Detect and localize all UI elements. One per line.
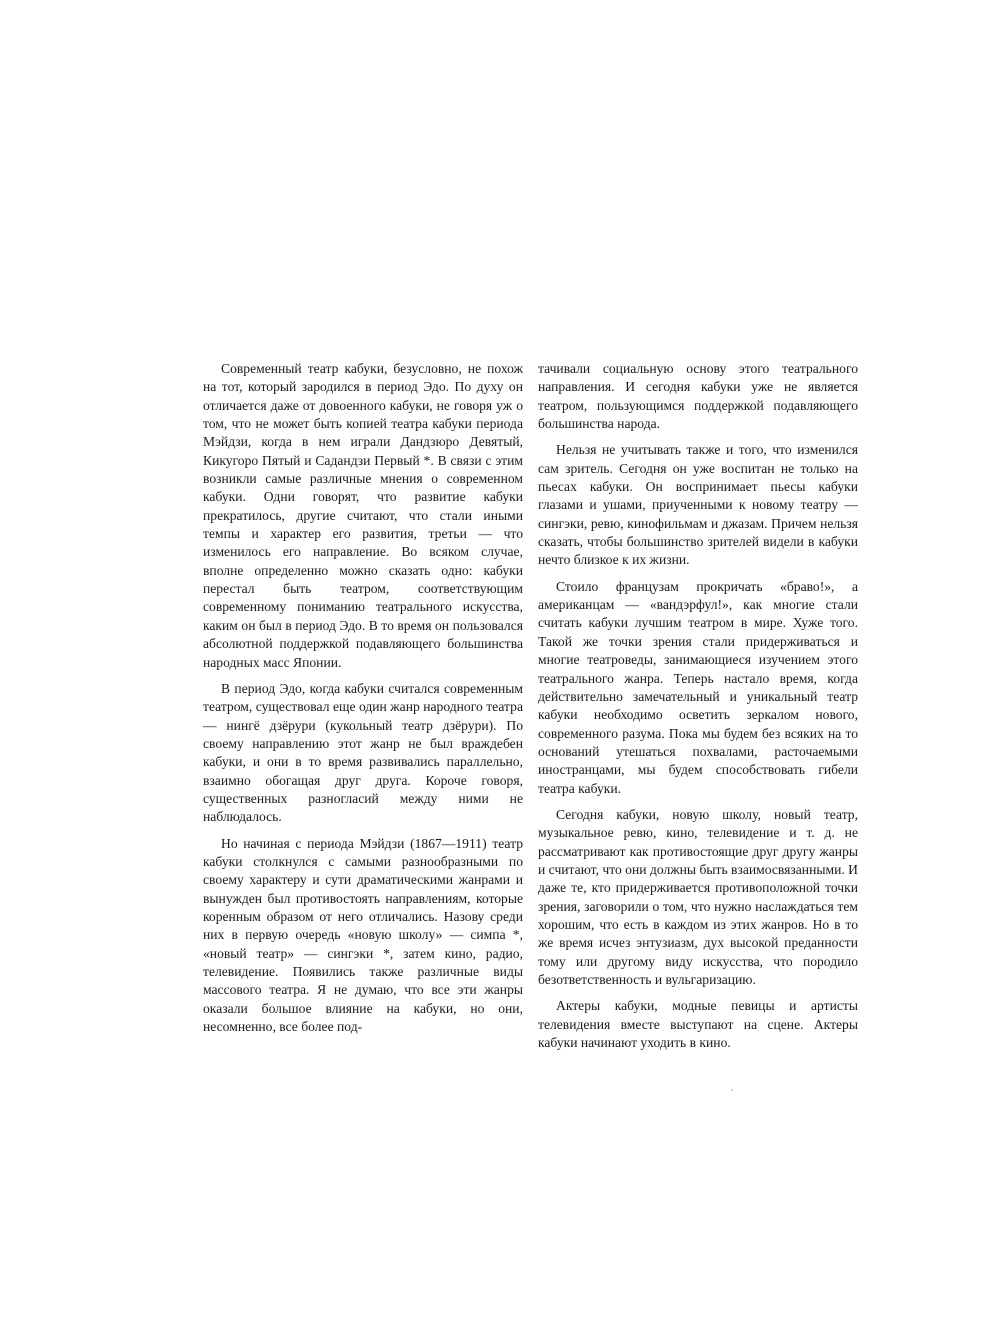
scan-speck (731, 1089, 733, 1091)
paragraph: Актеры кабуки, модные певицы и артисты телевидения вместе выступают на сцене. Актеры кабуки начинают уходить в кино. (538, 998, 858, 1051)
paragraph: Нельзя не учитывать также и того, что изменился сам зритель. Сегодня он уже воспитан не только на пьесах кабуки. Он воспринимает пьесы кабуки глазами и ушами, приученными к новому театру — сингэки, ревю, кинофильмам и джазам. Причем нельзя сказать, чтобы большинство зрителей видели в кабуки нечто близкое к их жизни. (538, 442, 858, 568)
paragraph: Сегодня кабуки, новую школу, новый театр, музыкальное ревю, кино, телевидение и т. д. не рассматривают как противостоящие друг другу жанры и считают, что они должны быть взаимосвязанными. И даже те, кто придерживается противоположной точки зрения, заговорили о том, что нужно наслаждаться тем хорошим, что есть в каждом из этих жанров. Но в то же время исчез энтузиазм, дух высокой преданности тому или другому виду искусства, что породило безответственность и вульгаризацию. (538, 806, 858, 987)
paragraph: Но начиная с периода Мэйдзи (1867—1911) театр кабуки столкнулся с самыми разнообразными по своему характеру и сути драматическими жанрами и вынужден был противостоять направлениям, которые коренным образом от него отличались. Назову среди них в первую очередь «новую школу» — симпа *, «новый театр» — сингэки *, затем кино, радио, телевидение. Появились также различные виды массового театра. Я не думаю, что все эти жанры оказали большое влияние на кабуки, но они, несомненно, все более под- (203, 835, 523, 1035)
paragraph: В период Эдо, когда кабуки считался современным театром, существовал еще один жанр народного театра — нингё дзёрури (кукольный театр дзёрури). По своему направлению этот жанр не был враждебен кабуки, и они в то время развивались параллельно, взаимно обогащая друг друга. Короче говоря, существенных разногласий между ними не наблюдалось. (203, 680, 523, 825)
left-text-column (203, 360, 523, 1036)
paragraph-continuation: тачивали социальную основу этого театрального направления. И сегодня кабуки уже не является театром, пользующимся поддержкой подавляющего большинства народа. (538, 361, 858, 432)
right-text-column (538, 360, 858, 1052)
paragraph: Современный театр кабуки, безусловно, не похож на тот, который зародился в период Эдо. По духу он отличается даже от довоенного кабуки, не говоря уж о том, что не может быть копией театра кабуки периода Мэйдзи, когда в нем играли Дандзюро Девятый, Кикугоро Пятый и Садандзи Первый *. В связи с этим возникли самые различные мнения о современном кабуки. Одни говорят, что развитие кабуки прекратилось, другие считают, что стали иными темпы и характер его развития, третьи — что изменилось его направление. Во всяком случае, вполне определенно можно сказать одно: кабуки перестал быть театром, соответствующим современному пониманию театрального искусства, каким он был в период Эдо. В то время он пользовался абсолютной поддержкой подавляющего большинства народных масс Японии. (203, 361, 523, 670)
paragraph: Стоило французам прокричать «браво!», а американцам — «вандэрфул!», как многие стали считать кабуки лучшим театром в мире. Хуже того. Такой же точки зрения стали придерживаться и многие театроведы, занимающиеся изучением этого театрального жанра. Теперь настало время, когда действительно замечательный и уникальный театр кабуки необходимо осветить зеркалом нового, современного разума. Пока мы будем без всяких на то оснований утешаться похвалами, расточаемыми иностранцами, мы будем способствовать гибели театра кабуки. (538, 578, 858, 796)
